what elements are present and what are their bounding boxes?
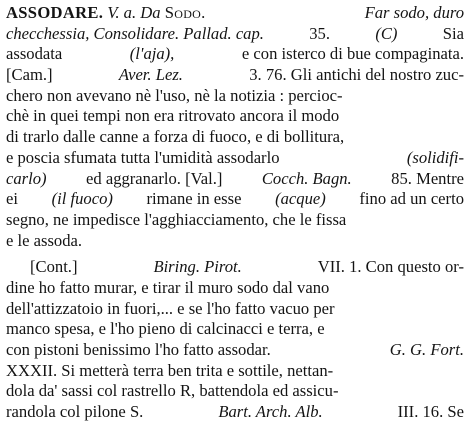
quote-text: e poscia sfumata tutta l'umidità assodarlo <box>6 147 280 167</box>
quote-text: ei <box>6 189 18 209</box>
source-mark: [Cam.] <box>6 65 53 85</box>
citation-source: Biring. Pirot. <box>153 257 242 277</box>
quote-text: fino ad un certo <box>359 189 464 209</box>
quote-text: con pistoni benissimo l'ho fatto assodar. <box>6 340 271 359</box>
quote-text: III. 16. Se <box>397 402 464 422</box>
text-line <box>6 299 464 320</box>
text-line <box>6 44 464 65</box>
quote-gloss: carlo) <box>6 168 47 188</box>
definition-text: checchessia, Consolidare. Pallad. cap. <box>6 23 264 43</box>
quote-text: 3. 76. Gli antichi del nostro zuc- <box>249 65 464 85</box>
quote-text: VII. 1. Con questo or- <box>317 257 464 277</box>
text-line <box>6 257 464 278</box>
text-line <box>6 210 464 231</box>
quote-text: assodata <box>6 44 63 64</box>
text-line <box>6 3 464 24</box>
text-line <box>6 278 464 299</box>
entry-opening <box>6 3 206 24</box>
text-line <box>6 106 464 127</box>
quote-gloss: (l'aja), <box>129 44 175 64</box>
quote-text: chè in quei tempi non era ritrovato ancora il modo <box>6 106 340 126</box>
text-line <box>6 86 464 107</box>
citation-source: G. G. Fort. <box>389 340 464 359</box>
citation-source: Aver. Lez. <box>118 65 183 85</box>
text-line <box>6 340 464 361</box>
text-line <box>6 319 464 340</box>
dictionary-entry <box>6 3 464 423</box>
quote-text: di trarlo dalle canne a forza di fuoco, e di bollitura, <box>6 127 345 147</box>
quote-gloss: (il fuoco) <box>51 189 113 209</box>
definition-text: Far sodo <box>364 3 425 22</box>
text-line <box>6 24 464 45</box>
quote-gloss: (acque) <box>275 189 326 209</box>
quote-text: 85. Mentre <box>391 168 464 188</box>
source-mark: (C) <box>375 23 398 43</box>
text-line <box>6 127 464 148</box>
citation-source: Bart. Arch. Alb. <box>218 402 323 422</box>
grammar-note: V. a. Da <box>107 3 161 22</box>
quote-text: e con isterco di bue compaginata. <box>241 44 464 64</box>
text-line <box>6 361 464 382</box>
quote-text: dine ho fatto murar, e tirar il muro sodo dal vano <box>6 277 330 297</box>
text-line <box>6 65 464 86</box>
quote-text: segno, ne impedisce l'agghiacciamento, che le fissa <box>6 209 347 229</box>
text-line <box>6 381 464 402</box>
source-mark: [Cont.] <box>30 257 78 277</box>
definition-start <box>365 3 464 24</box>
quote-text: rimane in esse <box>146 189 242 209</box>
quote-text: dola da' sassi col rastrello R, battendola ed assicu- <box>6 381 339 401</box>
quote-text: dell'attizzatoio in fuori,... e se l'ho fatto vacuo per <box>6 298 335 318</box>
quote-gloss: (solidifi- <box>406 147 464 167</box>
citation-number: 35. <box>309 23 330 43</box>
text-line <box>6 148 464 169</box>
citation-source: Cocch. Bagn. <box>261 168 352 188</box>
text-line <box>6 402 464 423</box>
definition-text: , duro <box>424 3 464 22</box>
headword: ASSODARE. <box>6 3 104 22</box>
quote-text: e le assoda. <box>6 230 83 250</box>
quote-text: XXXII. Si metterà terra ben trita e sottile, nettan- <box>6 360 334 380</box>
text-line <box>6 189 464 210</box>
text-line <box>6 231 464 252</box>
text-line <box>6 169 464 190</box>
quote-text: ed aggranarlo. [Val.] <box>86 168 223 188</box>
cross-reference: Sodo. <box>164 3 206 22</box>
quote-text: Sia <box>442 23 464 43</box>
quote-text: randola col pilone S. <box>6 402 144 422</box>
quote-text: chero non avevano nè l'uso, nè la notizia : percioc- <box>6 85 343 105</box>
quote-text: manco spesa, e l'ho pieno di calcinacci e terra, e <box>6 319 325 339</box>
